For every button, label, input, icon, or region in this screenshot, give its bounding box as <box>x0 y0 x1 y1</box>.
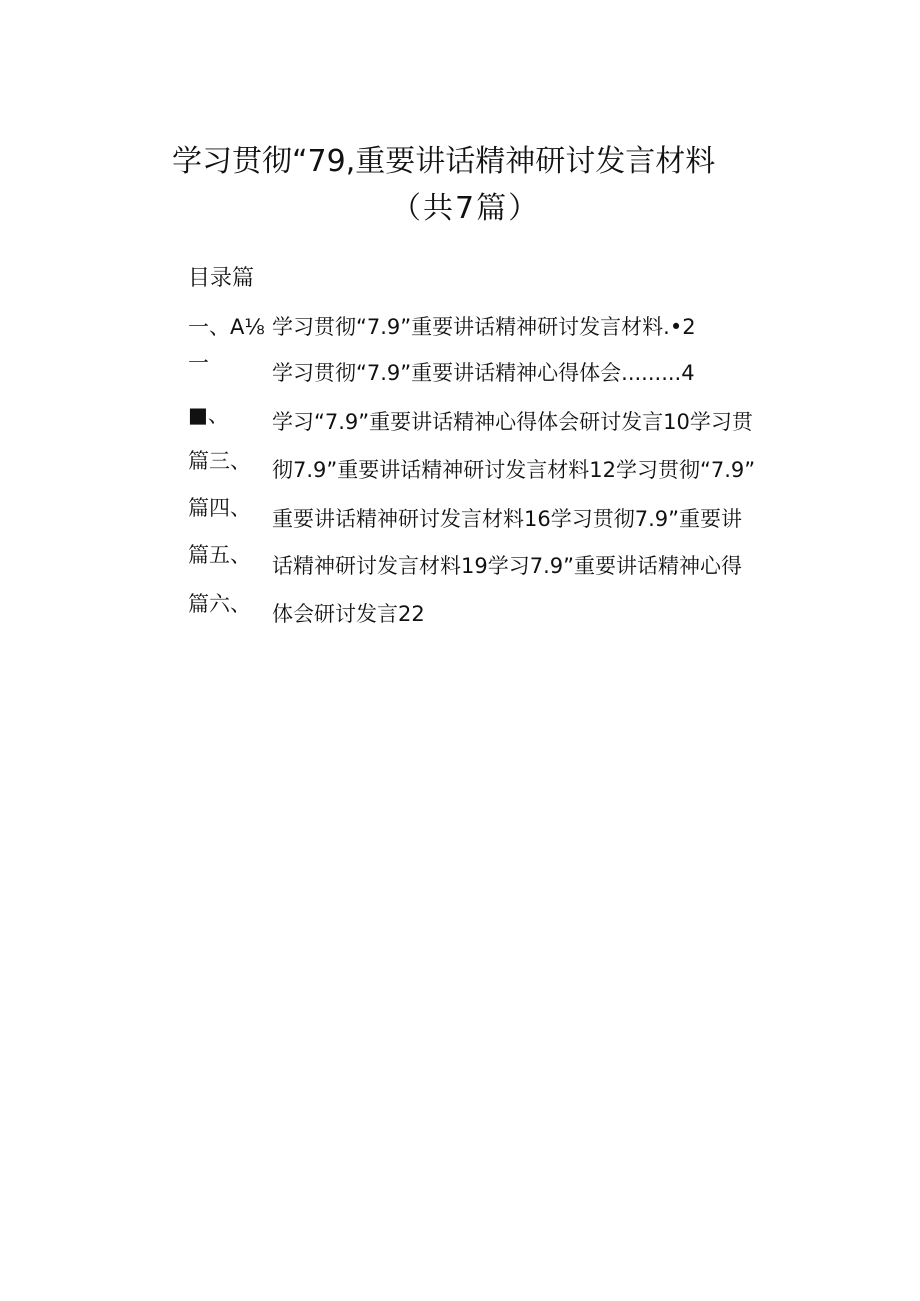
toc-line-2: 学习贯彻“7.9”重要讲话精神心得体会.........4 <box>272 361 695 385</box>
toc-marker-7: 篇六、 <box>188 592 251 616</box>
toc-line-5: 重要讲话精神研讨发言材料16学习贯彻7.9”重要讲 <box>272 507 742 531</box>
toc-marker-3: ■、 <box>188 403 229 427</box>
toc-heading: 目录篇 <box>188 266 255 291</box>
toc-line-4: 彻7.9”重要讲话精神研讨发言材料12学习贯彻“7.9” <box>272 458 756 482</box>
toc-line-6: 话精神研讨发言材料19学习7.9”重要讲话精神心得 <box>272 554 742 578</box>
document-title-line-2: （共7篇） <box>391 191 541 226</box>
toc-marker-4: 篇三、 <box>188 449 251 473</box>
document-title-line-1: 学习贯彻“79,重要讲话精神研讨发言材料 <box>172 144 716 179</box>
toc-marker-5: 篇四、 <box>188 496 251 520</box>
toc-line-3: 学习“7.9”重要讲话精神心得体会研讨发言10学习贯 <box>272 410 753 434</box>
toc-marker-1: 一、A⅛ <box>188 315 265 339</box>
toc-marker-6: 篇五、 <box>188 543 251 567</box>
toc-line-1: 学习贯彻“7.9”重要讲话精神研讨发言材料.•2 <box>272 315 696 339</box>
toc-marker-2: 一 <box>188 351 209 375</box>
toc-line-7: 体会研讨发言22 <box>272 602 425 626</box>
